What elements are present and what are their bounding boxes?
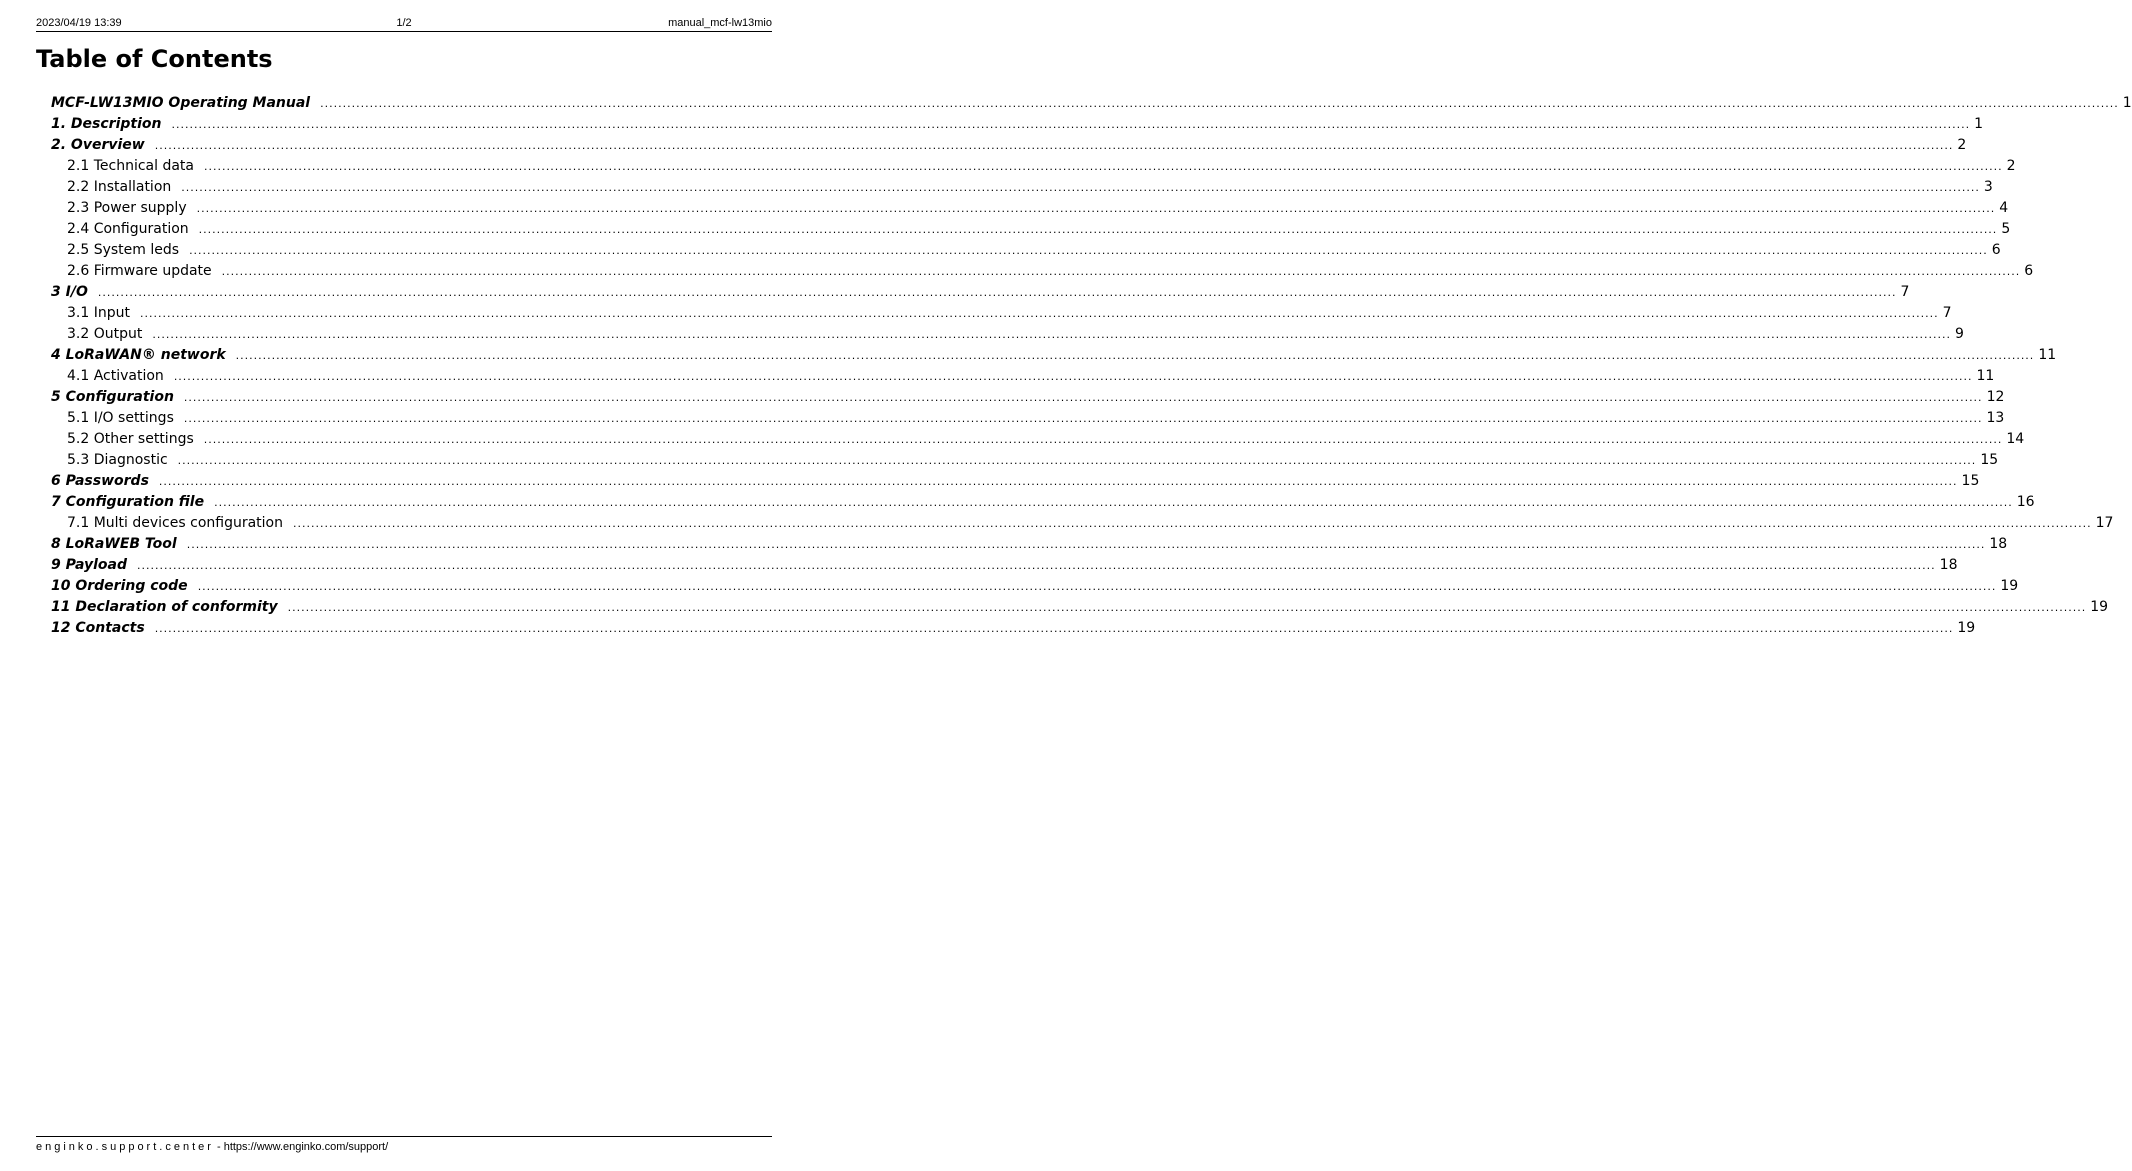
- toc-entry-label: 4.1 Activation: [67, 368, 164, 384]
- toc-entry-page-number: 15: [1980, 452, 1999, 468]
- toc-leader-dots: ................................................................................................................................................................................................................................................................................................................................................................................................................: [186, 538, 1986, 551]
- toc-entry-page-number: 16: [2016, 494, 2035, 510]
- toc-entry-page-number: 18: [1989, 536, 2008, 552]
- toc-entry-page-number: 17: [2095, 515, 2114, 531]
- toc-entry[interactable]: [51, 450, 1999, 471]
- toc-leader-dots: ................................................................................................................................................................................................................................................................................................................................................................................................................: [183, 391, 1983, 404]
- toc-entry-page-number: 11: [2038, 347, 2057, 363]
- toc-entry-label: 2.5 System leds: [67, 242, 180, 258]
- toc-entry[interactable]: [51, 219, 2011, 240]
- toc-leader-dots: ................................................................................................................................................................................................................................................................................................................................................................................................................: [171, 118, 1971, 131]
- toc-entry-page-number: 7: [1900, 284, 1910, 300]
- toc-leader-dots: ................................................................................................................................................................................................................................................................................................................................................................................................................: [198, 223, 1998, 236]
- toc-entry-label: 3 I/O: [51, 284, 88, 300]
- toc-entry[interactable]: [51, 282, 1910, 303]
- toc-entry[interactable]: [51, 576, 2019, 597]
- toc-entry-page-number: 13: [1986, 410, 2005, 426]
- toc-entry-page-number: 2: [1957, 137, 1967, 153]
- toc-entry-page-number: 7: [1942, 305, 1952, 321]
- page-footer: [36, 1136, 772, 1154]
- toc-entry-page-number: 2: [2006, 158, 2016, 174]
- toc-entry-page-number: 15: [1961, 473, 1980, 489]
- toc-entry-label: 9 Payload: [51, 557, 128, 573]
- table-of-contents: [51, 93, 2132, 639]
- toc-entry-label: 10 Ordering code: [51, 578, 188, 594]
- toc-leader-dots: ................................................................................................................................................................................................................................................................................................................................................................................................................: [158, 475, 1958, 488]
- toc-entry-label: 2.6 Firmware update: [67, 263, 212, 279]
- toc-entry[interactable]: [51, 198, 2009, 219]
- toc-leader-dots: ................................................................................................................................................................................................................................................................................................................................................................................................................: [177, 454, 1977, 467]
- toc-entry-label: 2.3 Power supply: [67, 200, 187, 216]
- toc-entry[interactable]: [51, 597, 2109, 618]
- toc-leader-dots: ................................................................................................................................................................................................................................................................................................................................................................................................................: [196, 202, 1996, 215]
- toc-entry[interactable]: [51, 177, 1993, 198]
- toc-entry-page-number: 4: [1999, 200, 2009, 216]
- toc-entry-label: MCF-LW13MIO Operating Manual: [51, 95, 311, 111]
- header-document-name: manual_mcf-lw13mio: [668, 17, 772, 29]
- toc-entry-label: 4 LoRaWAN® network: [51, 347, 226, 363]
- toc-entry[interactable]: [51, 135, 1967, 156]
- toc-entry-label: 7 Configuration file: [51, 494, 205, 510]
- toc-entry-label: 8 LoRaWEB Tool: [51, 536, 177, 552]
- toc-entry-label: 12 Contacts: [51, 620, 145, 636]
- toc-leader-dots: ................................................................................................................................................................................................................................................................................................................................................................................................................: [203, 160, 2003, 173]
- toc-leader-dots: ................................................................................................................................................................................................................................................................................................................................................................................................................: [173, 370, 1973, 383]
- page-title: Table of Contents: [36, 45, 273, 73]
- toc-entry-page-number: 11: [1976, 368, 1995, 384]
- toc-entry-page-number: 5: [2001, 221, 2011, 237]
- toc-entry-label: 11 Declaration of conformity: [51, 599, 278, 615]
- toc-entry-label: 2. Overview: [51, 137, 145, 153]
- footer-site-name: enginko.support.center: [36, 1141, 214, 1153]
- toc-entry-label: 5.2 Other settings: [67, 431, 194, 447]
- toc-entry-label: 2.1 Technical data: [67, 158, 194, 174]
- toc-leader-dots: ................................................................................................................................................................................................................................................................................................................................................................................................................: [152, 328, 1951, 341]
- footer-url-link[interactable]: https://www.enginko.com/support/: [223, 1141, 389, 1153]
- toc-entry-page-number: 19: [2000, 578, 2019, 594]
- toc-entry-page-number: 6: [1991, 242, 2001, 258]
- toc-entry-page-number: 19: [1957, 620, 1976, 636]
- toc-entry-page-number: 14: [2006, 431, 2025, 447]
- toc-entry[interactable]: [51, 114, 1984, 135]
- toc-entry-page-number: 18: [1939, 557, 1958, 573]
- toc-entry-page-number: 19: [2090, 599, 2109, 615]
- toc-entry[interactable]: [51, 534, 2008, 555]
- toc-entry-label: 6 Passwords: [51, 473, 149, 489]
- toc-entry[interactable]: [51, 345, 2057, 366]
- toc-entry[interactable]: [51, 555, 1958, 576]
- toc-leader-dots: ................................................................................................................................................................................................................................................................................................................................................................................................................: [154, 139, 1954, 152]
- toc-entry[interactable]: [51, 471, 1980, 492]
- toc-entry[interactable]: [51, 618, 1976, 639]
- toc-entry[interactable]: [51, 408, 2005, 429]
- toc-entry[interactable]: [51, 429, 2025, 450]
- toc-leader-dots: ................................................................................................................................................................................................................................................................................................................................................................................................................: [197, 580, 1997, 593]
- toc-leader-dots: ................................................................................................................................................................................................................................................................................................................................................................................................................: [287, 601, 2087, 614]
- toc-leader-dots: ................................................................................................................................................................................................................................................................................................................................................................................................................: [154, 622, 1954, 635]
- toc-leader-dots: ................................................................................................................................................................................................................................................................................................................................................................................................................: [203, 433, 2003, 446]
- toc-leader-dots: ................................................................................................................................................................................................................................................................................................................................................................................................................: [97, 286, 1897, 299]
- toc-entry[interactable]: [51, 324, 1964, 345]
- page-header: [36, 15, 772, 32]
- toc-entry-page-number: 12: [1986, 389, 2005, 405]
- toc-entry-page-number: 3: [1983, 179, 1993, 195]
- toc-entry-page-number: 1: [2122, 95, 2132, 111]
- toc-leader-dots: ................................................................................................................................................................................................................................................................................................................................................................................................................: [189, 244, 1988, 257]
- header-date: 2023/04/19 13:39: [36, 17, 122, 29]
- toc-leader-dots: ................................................................................................................................................................................................................................................................................................................................................................................................................: [320, 97, 2119, 110]
- toc-leader-dots: ................................................................................................................................................................................................................................................................................................................................................................................................................: [221, 265, 2021, 278]
- toc-entry-label: 3.2 Output: [67, 326, 143, 342]
- toc-entry[interactable]: [51, 366, 1995, 387]
- toc-leader-dots: ................................................................................................................................................................................................................................................................................................................................................................................................................: [183, 412, 1983, 425]
- toc-entry-label: 7.1 Multi devices configuration: [67, 515, 283, 531]
- toc-entry-label: 5.1 I/O settings: [67, 410, 174, 426]
- toc-entry-page-number: 1: [1974, 116, 1984, 132]
- toc-entry-label: 5.3 Diagnostic: [67, 452, 168, 468]
- toc-entry[interactable]: [51, 261, 2034, 282]
- toc-entry-label: 2.2 Installation: [67, 179, 172, 195]
- toc-entry-label: 1. Description: [51, 116, 162, 132]
- toc-entry-page-number: 9: [1955, 326, 1964, 342]
- toc-entry[interactable]: [51, 387, 2005, 408]
- toc-entry[interactable]: [51, 93, 2132, 114]
- toc-entry[interactable]: [51, 156, 2016, 177]
- toc-entry[interactable]: [51, 240, 2001, 261]
- toc-entry-page-number: 6: [2024, 263, 2034, 279]
- header-page-number: 1/2: [396, 17, 412, 29]
- toc-entry-label: 3.1 Input: [67, 305, 130, 321]
- toc-leader-dots: ................................................................................................................................................................................................................................................................................................................................................................................................................: [139, 307, 1939, 320]
- toc-entry[interactable]: [51, 513, 2114, 534]
- toc-leader-dots: ................................................................................................................................................................................................................................................................................................................................................................................................................: [214, 496, 2013, 509]
- toc-entry-label: 2.4 Configuration: [67, 221, 189, 237]
- toc-leader-dots: ................................................................................................................................................................................................................................................................................................................................................................................................................: [292, 517, 2092, 530]
- toc-entry-label: 5 Configuration: [51, 389, 174, 405]
- toc-entry[interactable]: [51, 492, 2035, 513]
- toc-leader-dots: ................................................................................................................................................................................................................................................................................................................................................................................................................: [181, 181, 1980, 194]
- toc-leader-dots: ................................................................................................................................................................................................................................................................................................................................................................................................................: [235, 349, 2035, 362]
- toc-leader-dots: ................................................................................................................................................................................................................................................................................................................................................................................................................: [137, 559, 1936, 572]
- toc-entry[interactable]: [51, 303, 1952, 324]
- footer-separator: -: [213, 1141, 224, 1153]
